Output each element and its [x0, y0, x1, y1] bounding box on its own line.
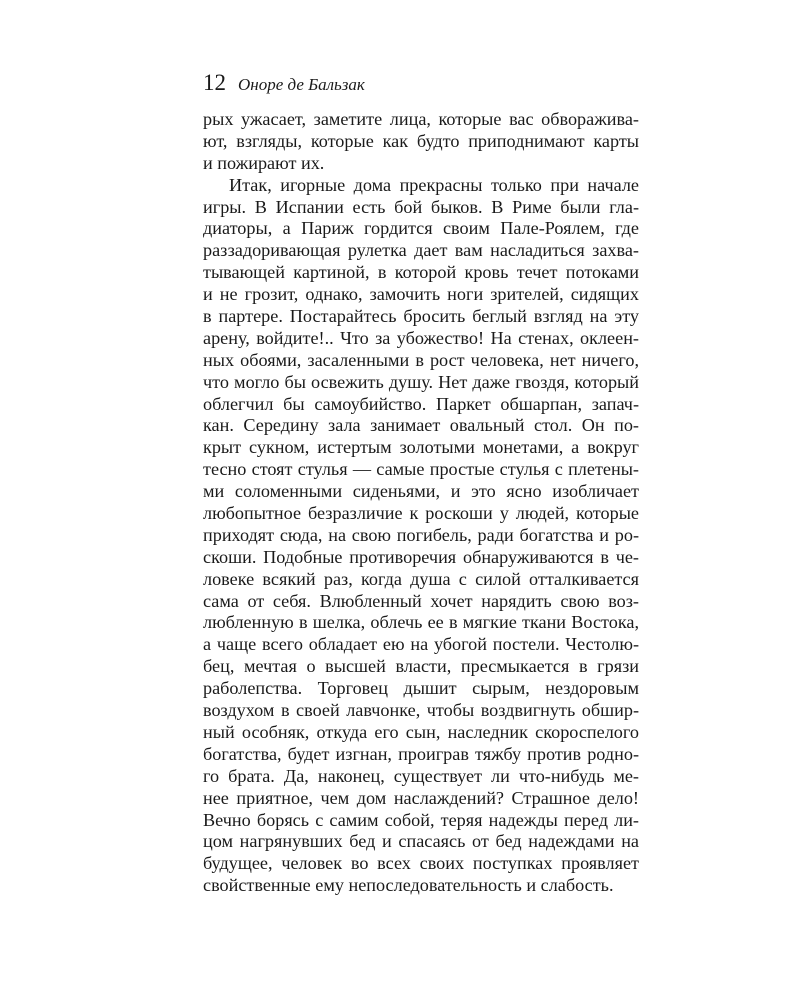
body-text — [203, 109, 639, 897]
text-line: бец, мечтая о высшей власти, пресмыкается в грязи — [203, 656, 639, 677]
text-line: любленную в шелка, облечь ее в мягкие ткани Востока, — [203, 612, 639, 633]
text-line: игры. В Испании есть бой быков. В Риме были гла- — [203, 196, 639, 217]
text-line: сама от себя. Влюбленный хочет нарядить свою воз- — [203, 590, 639, 611]
running-title: Оноре де Бальзак — [238, 75, 365, 94]
text-line: скоши. Подобные противоречия обнаруживаются в че- — [203, 546, 639, 567]
text-line: ный особняк, откуда его сын, наследник скороспелого — [203, 721, 639, 742]
text-line: арену, войдите!.. Что за убожество! На стенах, оклеен- — [203, 327, 639, 348]
text-line: приходят сюда, на свою погибель, ради богатства и ро- — [203, 524, 639, 545]
text-line: а чаще всего обладает ею на убогой постели. Честолю- — [203, 634, 639, 655]
text-line: го брата. Да, наконец, существует ли что-нибудь ме- — [203, 765, 639, 786]
text-line: тесно стоят стулья — самые простые стулья с плетены- — [203, 459, 639, 480]
text-line: будущее, человек во всех своих поступках проявляет — [203, 853, 639, 874]
text-line: Итак, игорные дома прекрасны только при начале — [229, 174, 639, 195]
text-line: диаторы, а Париж гордится своим Пале-Роялем, где — [203, 218, 639, 239]
text-line: воздухом в своей лавчонке, чтобы воздвигнуть обшир- — [203, 700, 639, 721]
text-line: свойственные ему непоследовательность и слабость. — [203, 875, 614, 896]
running-head — [203, 70, 365, 96]
text-line: цом нагрянувших бед и спасаясь от бед надеждами на — [203, 831, 639, 852]
text-line: тывающей картиной, в которой кровь течет потоками — [203, 262, 639, 283]
page-number: 12 — [203, 70, 226, 95]
text-line: ют, взгляды, которые как будто приподнимают карты — [203, 130, 639, 151]
text-line: ми соломенными сиденьями, и это ясно изобличает — [203, 481, 639, 502]
text-line: ловеке всякий раз, когда душа с силой отталкивается — [203, 568, 639, 589]
text-line: ных обоями, засаленными в рост человека, нет ничего, — [203, 349, 639, 370]
text-line: крыт сукном, истертым золотыми монетами, а вокруг — [203, 437, 639, 458]
text-line: что могло бы освежить душу. Нет даже гвоздя, который — [203, 371, 639, 392]
text-line: облегчил бы самоубийство. Паркет обшарпан, запач- — [203, 393, 639, 414]
text-line: раболепства. Торговец дышит сырым, нездоровым — [203, 678, 639, 699]
text-line: раззадоривающая рулетка дает вам насладиться захва- — [203, 240, 639, 261]
text-line: и пожирают их. — [203, 152, 325, 173]
text-line: любопытное безразличие к роскоши у людей, которые — [203, 503, 639, 524]
text-line: кан. Середину зала занимает овальный стол. Он по- — [203, 415, 639, 436]
text-line: и не грозит, однако, замочить ноги зрителей, сидящих — [203, 284, 639, 305]
text-line: Вечно борясь с самим собой, теряя надежды перед ли- — [203, 809, 639, 830]
text-line: нее приятное, чем дом наслаждений? Страшное дело! — [203, 787, 639, 808]
text-line: богатства, будет изгнан, проиграв тяжбу против родно- — [203, 743, 639, 764]
text-line: в партере. Постарайтесь бросить беглый взгляд на эту — [203, 306, 639, 327]
text-line: рых ужасает, заметите лица, которые вас обворaжива- — [203, 109, 639, 129]
